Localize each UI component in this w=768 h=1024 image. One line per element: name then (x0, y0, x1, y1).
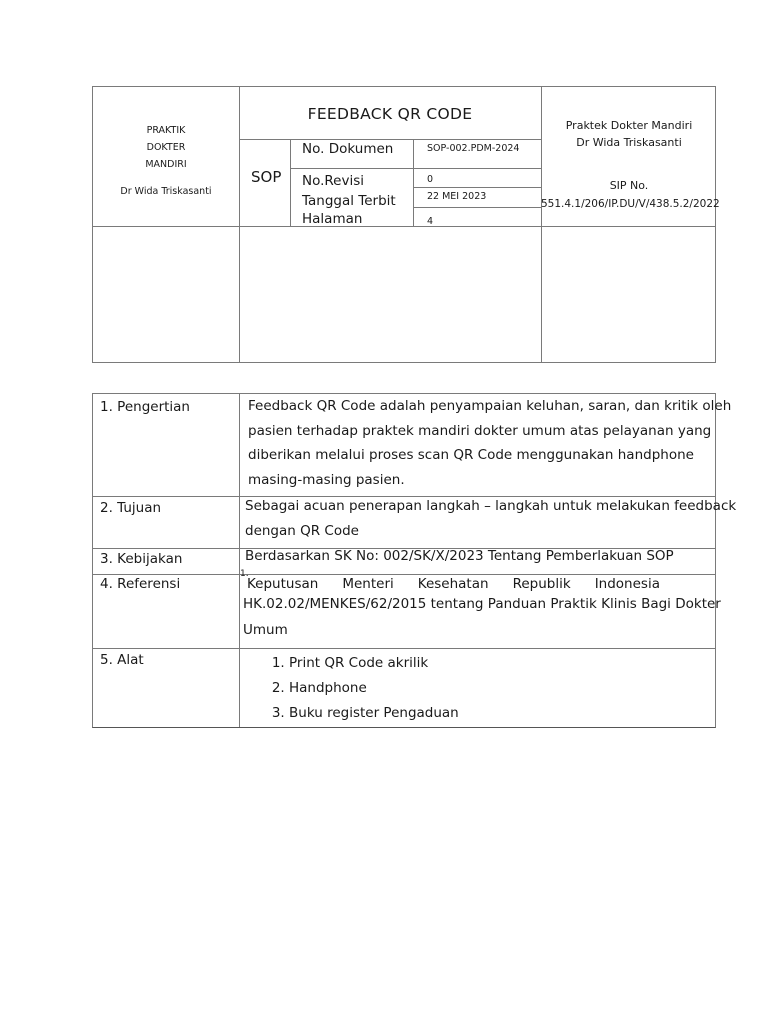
field-label-halaman: Halaman (302, 211, 363, 227)
org-line: MANDIRI (145, 159, 187, 170)
org-line: PRAKTIK (146, 125, 186, 136)
field-value-no-dokumen: SOP-002.PDM-2024 (427, 143, 520, 154)
field-value-halaman: 4 (427, 216, 434, 227)
field-value-tanggal-terbit: 22 MEI 2023 (427, 191, 487, 202)
reference-word: Republik (512, 576, 571, 592)
sip-number: 551.4.1/206/IP.DU/V/438.5.2/2022 (541, 198, 720, 210)
section-label-alat: 5. Alat (100, 652, 144, 668)
section-label-tujuan: 2. Tujuan (100, 500, 162, 516)
tools-list (269, 651, 459, 726)
reference-word: Indonesia (594, 576, 660, 592)
reference-line-2: HK.02.02/MENKES/62/2015 tentang Panduan Praktik Klinis Bagi Dokter (243, 596, 721, 612)
field-label-no-dokumen: No. Dokumen (302, 141, 394, 157)
column-divider (239, 394, 240, 727)
practice-doctor: Dr Wida Triskasanti (576, 136, 682, 149)
text-line: pasien terhadap praktek mandiri dokter umum atas pelayanan yang (248, 422, 712, 439)
field-label-no-revisi: No.Revisi (302, 173, 365, 189)
tool-item: 1. Print QR Code akrilik (289, 651, 459, 676)
reference-word: Keputusan (247, 576, 319, 592)
field-divider (413, 207, 541, 208)
text-line: diberikan melalui proses scan QR Code menggunakan handphone (248, 447, 694, 463)
tool-item: 2. Handphone (289, 676, 459, 701)
field-divider (290, 168, 541, 169)
reference-line-3: Umum (243, 622, 288, 638)
section-label-kebijakan: 3. Kebijakan (100, 551, 183, 567)
section-text-tujuan (245, 494, 736, 543)
field-value-divider (413, 139, 414, 226)
section-label-pengertian: 1. Pengertian (100, 399, 190, 415)
section-label-referensi: 4. Referensi (100, 576, 181, 592)
section-text-pengertian (248, 394, 731, 492)
text-line: Sebagai acuan penerapan langkah – langkah untuk melakukan feedback (245, 498, 737, 514)
tool-item: 3. Buku register Pengaduan (289, 701, 459, 726)
doctor-name: Dr Wida Triskasanti (120, 186, 212, 197)
field-divider (413, 187, 541, 188)
reference-word: Menteri (342, 576, 394, 592)
row-divider (93, 648, 715, 649)
title-divider (239, 139, 541, 140)
text-line: Feedback QR Code adalah penyampaian keluhan, saran, dan kritik oleh (248, 398, 732, 414)
field-label-tanggal-terbit: Tanggal Terbit (302, 193, 396, 209)
header-row-divider (93, 226, 715, 227)
sop-divider (290, 139, 291, 226)
sop-label: SOP (251, 168, 282, 186)
field-value-no-revisi: 0 (427, 174, 434, 185)
text-line: masing-masing pasien. (248, 471, 405, 488)
sip-label: SIP No. (609, 179, 649, 192)
header-divider (239, 87, 240, 362)
document-title: FEEDBACK QR CODE (307, 105, 473, 123)
reference-line-1 (247, 576, 660, 592)
section-text-kebijakan: Berdasarkan SK No: 002/SK/X/2023 Tentang Pemberlakuan SOP (245, 548, 674, 564)
text-line: dengan QR Code (245, 522, 359, 539)
reference-number: 1. (240, 569, 249, 579)
sop-content-table (92, 393, 737, 728)
practice-title: Praktek Dokter Mandiri (565, 119, 693, 132)
sop-header-table (92, 86, 720, 363)
row-divider (93, 574, 715, 575)
org-line: DOKTER (146, 142, 186, 153)
org-name (93, 122, 239, 173)
reference-word: Kesehatan (417, 576, 489, 592)
